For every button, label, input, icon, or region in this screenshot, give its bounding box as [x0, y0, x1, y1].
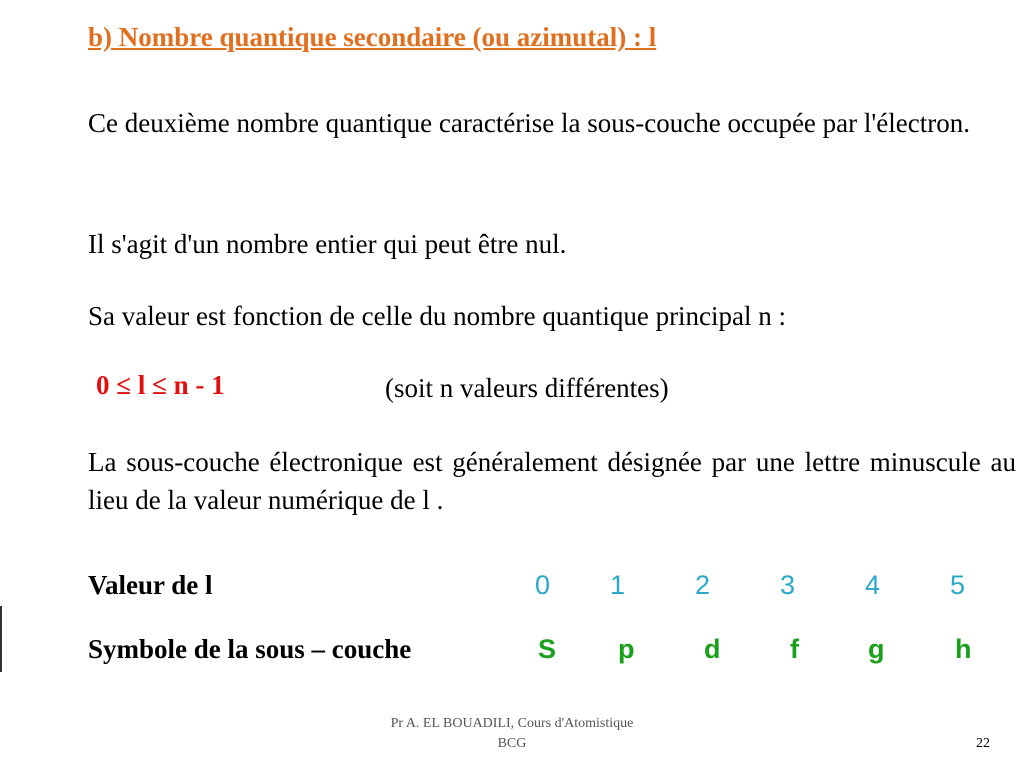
left-edge-bar: [0, 606, 2, 672]
formula-note: (soit n valeurs différentes): [385, 373, 669, 403]
page-number: 22: [976, 736, 990, 751]
value-2: 2: [695, 570, 711, 600]
paragraph-function: Sa valeur est fonction de celle du nombre quantique principal n :: [88, 301, 787, 331]
value-3: 3: [780, 570, 796, 600]
paragraph-letter: La sous-couche électronique est généralement désignée par une lettre minuscule au lieu de la valeur numérique de l .: [88, 447, 1016, 515]
value-5: 5: [950, 570, 966, 600]
row-label-symbol: Symbole de la sous – couche: [88, 634, 412, 664]
symbol-d: d: [704, 634, 721, 664]
symbol-h: h: [955, 634, 972, 664]
symbol-f: f: [790, 634, 799, 664]
symbol-s: S: [538, 634, 557, 664]
formula-range: 0 ≤ l ≤ n - 1: [96, 370, 225, 400]
footer-author: Pr A. EL BOUADILI, Cours d'Atomistique: [390, 716, 634, 731]
paragraph-integer: Il s'agit d'un nombre entier qui peut être nul.: [88, 229, 567, 259]
row-label-value: Valeur de l: [88, 570, 213, 600]
symbol-g: g: [868, 634, 885, 664]
paragraph-definition: Ce deuxième nombre quantique caractérise la sous-couche occupée par l'électron.: [88, 108, 970, 138]
slide-title: b) Nombre quantique secondaire (ou azimutal) : l: [88, 22, 657, 52]
value-0: 0: [535, 570, 551, 600]
value-4: 4: [865, 570, 881, 600]
footer-course: BCG: [497, 736, 527, 751]
symbol-p: p: [618, 634, 635, 664]
value-1: 1: [610, 570, 626, 600]
